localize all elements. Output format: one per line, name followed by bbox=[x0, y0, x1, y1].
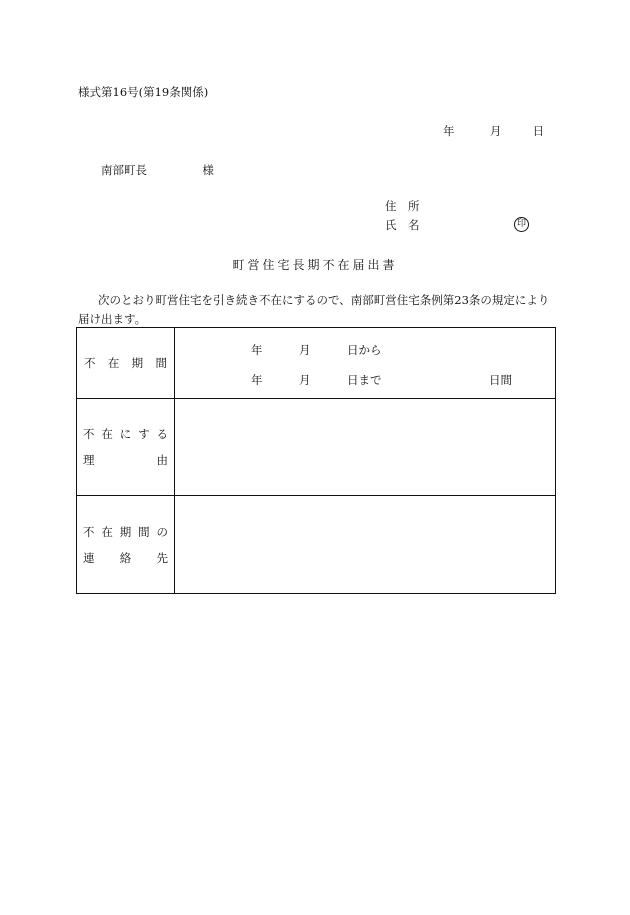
contact-label-line2 bbox=[77, 550, 174, 566]
form-table bbox=[76, 327, 556, 594]
label-char: に bbox=[119, 427, 132, 441]
name-label: 氏 名 bbox=[385, 218, 420, 232]
label-char: 不 bbox=[83, 524, 95, 539]
from-year: 年 bbox=[251, 343, 263, 357]
body-text bbox=[78, 291, 560, 329]
label-char: 在 bbox=[101, 427, 113, 441]
from-day: 日から bbox=[347, 343, 382, 357]
label-char: 在 bbox=[101, 524, 113, 539]
period-days: 日間 bbox=[489, 373, 512, 387]
absence-reason-label-line1 bbox=[77, 426, 174, 442]
date-year: 年 bbox=[443, 124, 455, 138]
date-line bbox=[443, 123, 544, 139]
body-text-content: 次のとおり町営住宅を引き続き不在にするので、南部町営住宅条例第23条の規定により届け出ます。 bbox=[78, 293, 550, 326]
label-char: 間 bbox=[155, 356, 167, 370]
label-char: 先 bbox=[156, 550, 168, 565]
label-char: 不 bbox=[84, 356, 96, 370]
absence-period-row bbox=[77, 328, 556, 399]
label-char: す bbox=[138, 427, 150, 441]
addressee-name: 南部町長 bbox=[101, 163, 147, 177]
document-title: 町営住宅長期不在届出書 bbox=[232, 258, 398, 272]
to-month: 月 bbox=[299, 373, 311, 387]
absence-reason-label-cell bbox=[77, 399, 175, 496]
absence-reason-label-line2 bbox=[77, 452, 174, 468]
label-char: 期 bbox=[131, 356, 144, 370]
contact-value-cell[interactable] bbox=[175, 496, 556, 594]
to-day: 日まで bbox=[347, 373, 382, 387]
absence-period-value-cell[interactable] bbox=[175, 328, 556, 399]
absence-period-label-cell bbox=[77, 328, 175, 399]
from-month: 月 bbox=[299, 343, 311, 357]
label-char: の bbox=[156, 524, 168, 539]
label-char: 理 bbox=[83, 453, 95, 467]
contact-label-cell bbox=[77, 496, 175, 594]
label-char: 由 bbox=[156, 453, 168, 467]
absence-reason-value-cell[interactable] bbox=[175, 399, 556, 496]
addressee-honorific: 様 bbox=[202, 163, 214, 177]
label-char: 在 bbox=[107, 356, 120, 370]
label-char: 期 bbox=[119, 524, 132, 539]
label-char: 間 bbox=[138, 524, 150, 539]
label-char: 連 bbox=[83, 550, 95, 565]
contact-label-line1 bbox=[77, 524, 174, 540]
form-number: 様式第16号(第19条関係) bbox=[78, 85, 209, 99]
contact-row bbox=[77, 496, 556, 594]
label-char: る bbox=[156, 427, 168, 441]
date-month: 月 bbox=[489, 124, 502, 138]
label-char: 絡 bbox=[119, 550, 132, 565]
seal-mark: 印 bbox=[514, 217, 529, 232]
absence-period-label bbox=[77, 355, 174, 371]
label-char: 不 bbox=[83, 427, 95, 441]
to-year: 年 bbox=[251, 373, 263, 387]
address-label: 住 所 bbox=[385, 199, 420, 213]
addressee bbox=[101, 162, 214, 178]
date-day: 日 bbox=[532, 124, 545, 138]
absence-reason-row bbox=[77, 399, 556, 496]
